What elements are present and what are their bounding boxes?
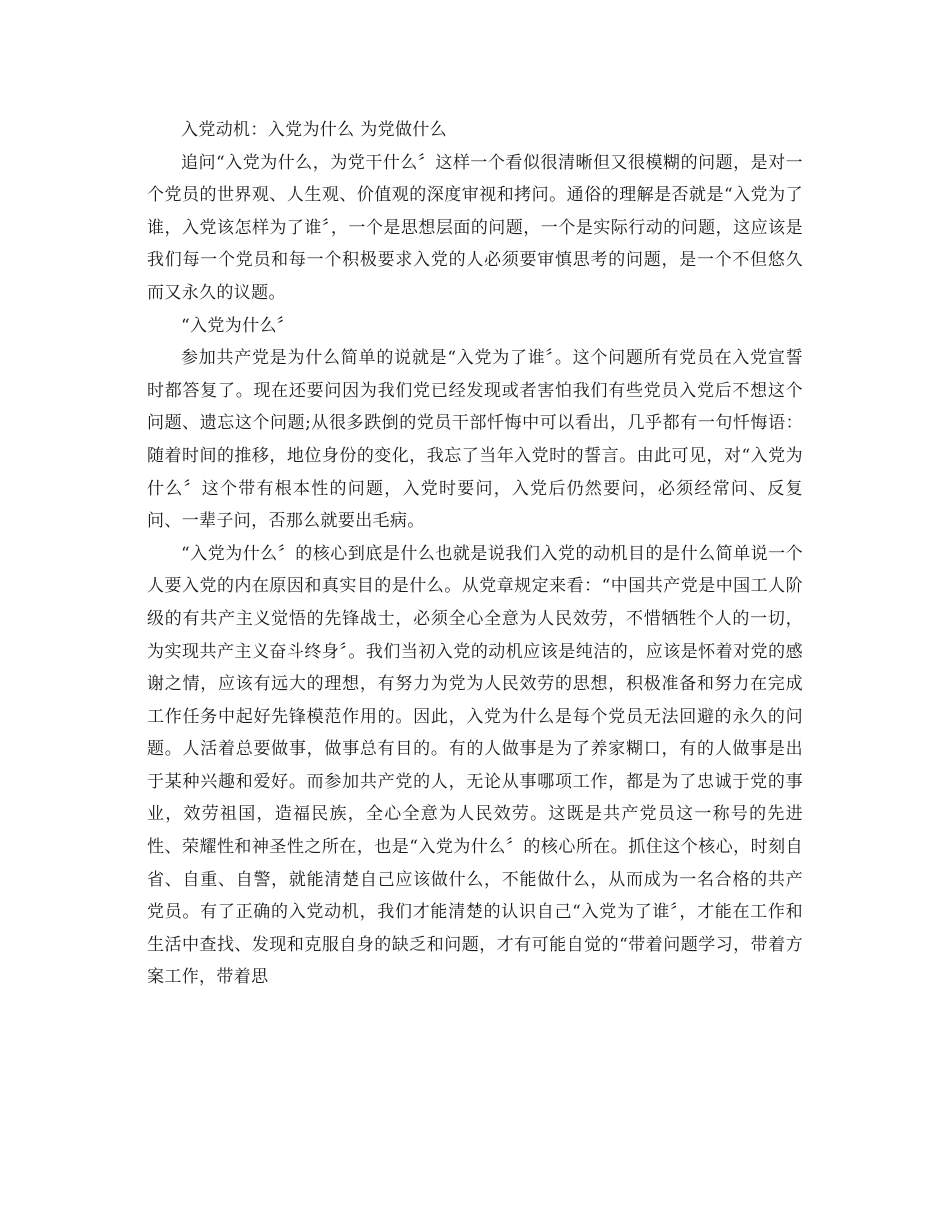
- document-title: 入党动机：入党为什么 为党做什么: [181, 120, 448, 140]
- paragraph-oath: 参加共产党是为什么简单的说就是“入党为了谁〞。这个问题所有党员在入党宣誓时都答复了。现在还要问因为我们党已经发现或者害怕我们有些党员入党后不想这个问题、遗忘这个问题;从很多跌倒的党员干部忏悔中可以看出，几乎都有一句忏悔语：随着时间的推移，地位身份的变化，我忘了当年入党时的誓言。由此可见，对“入党为什么〞这个带有根本性的问题，入党时要问，入党后仍然要问，必须经常问、反复问、一辈子问，否那么就要出毛病。: [147, 348, 803, 532]
- section-heading: “入党为什么〞: [181, 315, 295, 336]
- document-body: [147, 114, 803, 994]
- paragraph-intro: 追问“入党为什么，为党干什么〞这样一个看似很清晰但又很模糊的问题，是对一个党员的世界观、人生观、价值观的深度审视和拷问。通俗的理解是否就是“入党为了谁，入党该怎样为了谁〞，一个是思想层面的问题，一个是实际行动的问题，这应该是我们每一个党员和每一个积极要求入党的人必须要审慎思考的问题，是一个不但悠久而又永久的议题。: [147, 152, 803, 303]
- paragraph-core: “入党为什么〞的核心到底是什么也就是说我们入党的动机目的是什么简单说一个人要入党的内在原因和真实目的是什么。从党章规定来看：“中国共产党是中国工人阶级的有共产主义觉悟的先锋战士，必须全心全意为人民效劳，不惜牺牲个人的一切，为实现共产主义奋斗终身〞。我们当初入党的动机应该是纯洁的，应该是怀着对党的感谢之情，应该有远大的理想，有努力为党为人民效劳的思想，积极准备和努力在完成工作任务中起好先锋模范作用的。因此，入党为什么是每个党员无法回避的永久的问题。人活着总要做事，做事总有目的。有的人做事是为了养家糊口，有的人做事是出于某种兴趣和爱好。而参加共产党的人，无论从事哪项工作，都是为了忠诚于党的事业，效劳祖国，造福民族，全心全意为人民效劳。这既是共产党员这一称号的先进性、荣耀性和神圣性之所在，也是“入党为什么〞的核心所在。抓住这个核心，时刻自省、自重、自警，就能清楚自己应该做什么，不能做什么，从而成为一名合格的共产党员。有了正确的入党动机，我们才能清楚的认识自己“入党为了谁〞，才能在工作和生活中查找、发现和克服自身的缺乏和问题，才有可能自觉的“带着问题学习，带着方案工作，带着思: [147, 543, 803, 988]
